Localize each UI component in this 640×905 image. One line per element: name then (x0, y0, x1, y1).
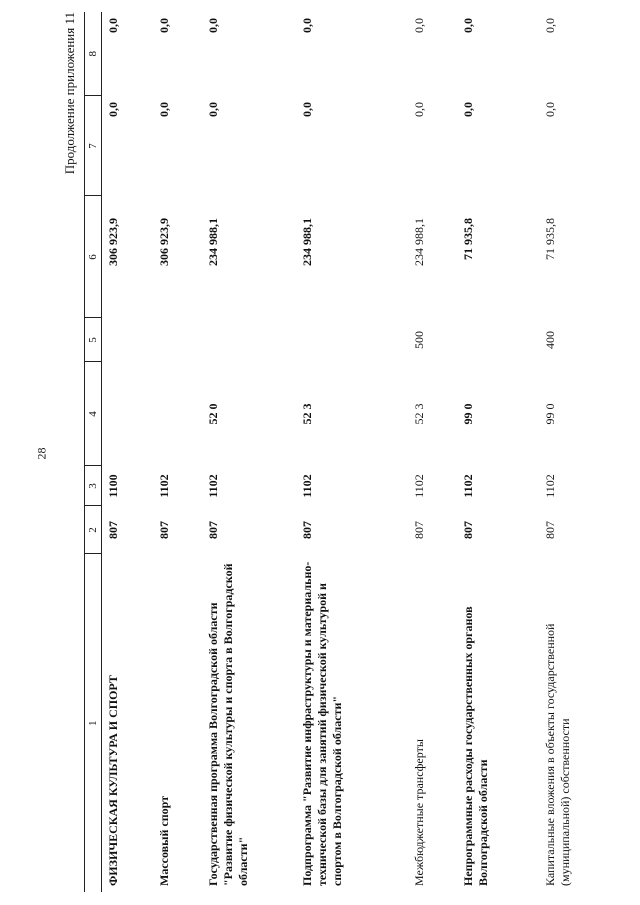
cell-col7: 0,0 (461, 102, 475, 117)
table-row (539, 12, 605, 892)
table-header-row (85, 12, 102, 892)
cell-col3: 1102 (300, 474, 314, 498)
cell-col4: 52 3 (300, 403, 314, 425)
table-row (408, 12, 457, 892)
cell-col2: 807 (206, 521, 220, 539)
cell-col6: 71 935,8 (461, 218, 475, 260)
cell-col8: 0,0 (106, 18, 120, 33)
cell-col6: 234 988,1 (206, 218, 220, 266)
cell-col7: 0,0 (106, 102, 120, 117)
cell-col7: 0,0 (157, 102, 171, 117)
cell-col8: 0,0 (300, 18, 314, 33)
cell-col5 (153, 318, 202, 362)
cell-col5 (457, 318, 539, 362)
header-cell: 5 (85, 318, 102, 362)
cell-col6: 71 935,8 (543, 218, 557, 260)
cell-col5 (102, 318, 154, 362)
cell-col7: 0,0 (300, 102, 314, 117)
row-name: ФИЗИЧЕСКАЯ КУЛЬТУРА И СПОРТ (106, 675, 120, 886)
cell-col5: 500 (412, 331, 426, 349)
header-cell: 2 (85, 506, 102, 554)
cell-col3: 1102 (461, 474, 475, 498)
cell-col2: 807 (412, 521, 426, 539)
cell-col4 (153, 362, 202, 466)
header-cell: 1 (85, 554, 102, 892)
table-row (102, 12, 154, 892)
cell-col4: 52 0 (206, 403, 220, 425)
row-name: Массовый спорт (157, 795, 171, 886)
cell-col4: 99 0 (543, 403, 557, 425)
row-name: Непрограммные расходы государственных органов Волгоградской области (461, 606, 490, 886)
cell-col2: 807 (543, 521, 557, 539)
row-name: Капитальные вложения в объекты государственной (муниципальной) собственности (543, 623, 572, 886)
row-name: Подпрограмма "Развитие инфраструктуры и материально-технической базы для занятий физической культурой и спортом в Волгоградской области" (300, 561, 344, 886)
row-name: Межбюджетные трансферты (412, 739, 426, 886)
cell-col8: 0,0 (206, 18, 220, 33)
cell-col2: 807 (157, 521, 171, 539)
cell-col4: 52 3 (412, 403, 426, 425)
cell-col3: 1102 (206, 474, 220, 498)
cell-col6: 234 988,1 (412, 218, 426, 266)
cell-col4: 99 0 (461, 403, 475, 425)
rotated-table-area (62, 12, 602, 892)
cell-col2: 807 (300, 521, 314, 539)
page-number: 28 (34, 447, 49, 460)
header-cell: 4 (85, 362, 102, 466)
cell-col6: 306 923,9 (157, 218, 171, 266)
cell-col8: 0,0 (543, 18, 557, 33)
table-row (202, 12, 296, 892)
cell-col8: 0,0 (461, 18, 475, 33)
cell-col2: 807 (106, 521, 120, 539)
budget-table (84, 12, 605, 892)
cell-col2: 807 (461, 521, 475, 539)
cell-col8: 0,0 (157, 18, 171, 33)
header-cell: 7 (85, 96, 102, 196)
cell-col5 (202, 318, 296, 362)
header-cell: 6 (85, 196, 102, 318)
table-row (153, 12, 202, 892)
cell-col4 (102, 362, 154, 466)
cell-col8: 0,0 (412, 18, 426, 33)
cell-col3: 1102 (157, 474, 171, 498)
cell-col3: 1102 (543, 474, 557, 498)
cell-col7: 0,0 (543, 102, 557, 117)
row-name: Государственная программа Волгоградской области "Развитие физической культуры и спорта в Волгоградской области" (206, 563, 250, 886)
header-cell: 8 (85, 12, 102, 96)
cell-col6: 234 988,1 (300, 218, 314, 266)
cell-col7: 0,0 (412, 102, 426, 117)
table-row (457, 12, 539, 892)
cell-col5 (296, 318, 408, 362)
cell-col3: 1100 (106, 474, 120, 498)
cell-col6: 306 923,9 (106, 218, 120, 266)
cell-col3: 1102 (412, 474, 426, 498)
continuation-label: Продолжение приложения 11 (62, 12, 77, 175)
cell-col7: 0,0 (206, 102, 220, 117)
table-row (296, 12, 408, 892)
header-cell: 3 (85, 466, 102, 506)
cell-col5: 400 (543, 331, 557, 349)
